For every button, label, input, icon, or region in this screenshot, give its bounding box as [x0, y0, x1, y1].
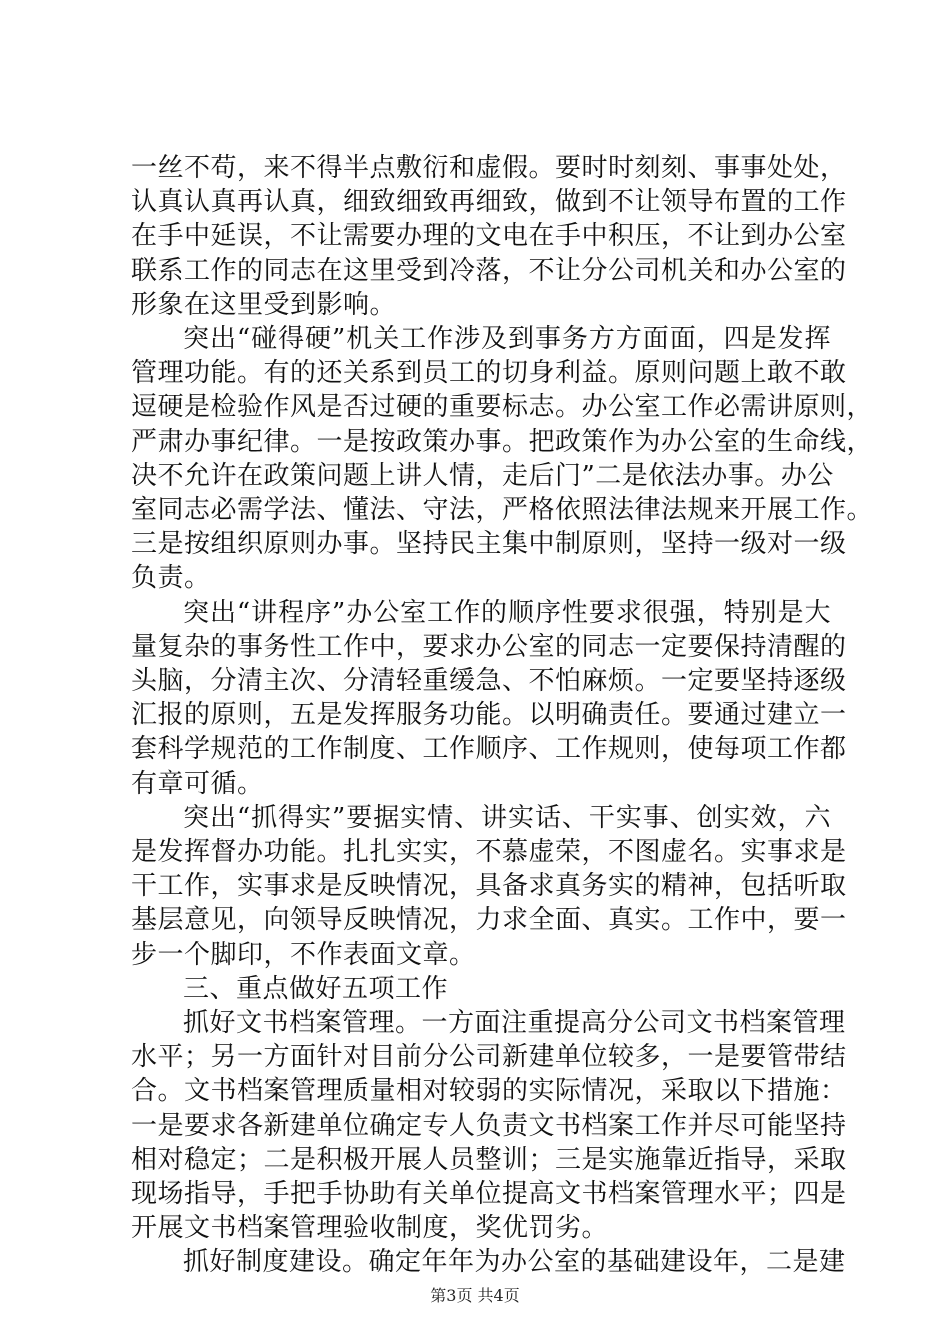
- text-line: 有章可循。: [131, 768, 264, 799]
- text-line: 头脑，分清主次、分清轻重缓急、不怕麻烦。一定要坚持逐级: [131, 666, 847, 696]
- text-line: 抓好文书档案管理。一方面注重提高分公司文书档案管理: [183, 1008, 846, 1038]
- text-line: 突出“碰得硬”机关工作涉及到事务方方面面，四是发挥: [183, 324, 831, 354]
- text-line: 开展文书档案管理验收制度，奖优罚劣。: [131, 1213, 609, 1244]
- text-line: 一丝不苟，来不得半点敷衍和虚假。要时时刻刻、事事处处，: [131, 153, 847, 183]
- text-line: 突出“抓得实”要据实情、讲实话、干实事、创实效，六: [183, 802, 831, 833]
- page-footer: 第3页 共4页: [430, 1286, 520, 1305]
- text-line: 合。文书档案管理质量相对较弱的实际情况，采取以下措施：: [131, 1076, 847, 1107]
- text-line: 是发挥督办功能。扎扎实实，不慕虚荣，不图虚名。实事求是: [131, 837, 847, 867]
- text-line: 在手中延误，不让需要办理的文电在手中积压，不让到办公室: [131, 221, 847, 252]
- text-line: 三、重点做好五项工作: [183, 973, 449, 1004]
- text-line: 干工作，实事求是反映情况，具备求真务实的精神，包括听取: [131, 871, 847, 902]
- text-line: 决不允许在政策问题上讲人情，走后门”二是依法办事。办公: [131, 460, 834, 491]
- text-line: 形象在这里受到影响。: [131, 289, 397, 320]
- text-line: 抓好制度建设。确定年年为办公室的基础建设年，二是建: [183, 1247, 846, 1278]
- text-line: 基层意见，向领导反映情况，力求全面、真实。工作中，要一: [131, 905, 847, 936]
- text-line: 三是按组织原则办事。坚持民主集中制原则，坚持一级对一级: [131, 529, 847, 560]
- text-line: 联系工作的同志在这里受到冷落，不让分公司机关和办公室的: [131, 255, 847, 286]
- text-line: 现场指导，手把手协助有关单位提高文书档案管理水平；四是: [131, 1179, 847, 1209]
- text-line: 相对稳定；二是积极开展人员整训；三是实施靠近指导，采取: [131, 1144, 847, 1175]
- text-line: 突出“讲程序”办公室工作的顺序性要求很强，特别是大: [183, 597, 831, 628]
- text-line: 认真认真再认真，细致细致再细致，做到不让领导布置的工作: [131, 187, 847, 218]
- text-line: 汇报的原则，五是发挥服务功能。以明确责任。要通过建立一: [131, 700, 847, 731]
- text-line: 套科学规范的工作制度、工作顺序、工作规则，使每项工作都: [131, 734, 847, 765]
- text-line: 管理功能。有的还关系到员工的切身利益。原则问题上敢不敢: [131, 358, 847, 389]
- text-line: 量复杂的事务性工作中，要求办公室的同志一定要保持清醒的: [131, 631, 847, 662]
- text-line: 水平；另一方面针对目前分公司新建单位较多，一是要管带结: [131, 1042, 847, 1073]
- text-line: 步一个脚印，不作表面文章。: [131, 939, 476, 970]
- text-line: 一是要求各新建单位确定专人负责文书档案工作并尽可能坚持: [131, 1110, 847, 1141]
- text-line: 逗硬是检验作风是否过硬的重要标志。办公室工作必需讲原则，: [131, 392, 874, 423]
- text-line: 严肃办事纪律。一是按政策办事。把政策作为办公室的生命线，: [131, 426, 874, 457]
- text-line: 室同志必需学法、懂法、守法，严格依照法律法规来开展工作。: [131, 495, 874, 525]
- text-line: 负责。: [131, 563, 211, 594]
